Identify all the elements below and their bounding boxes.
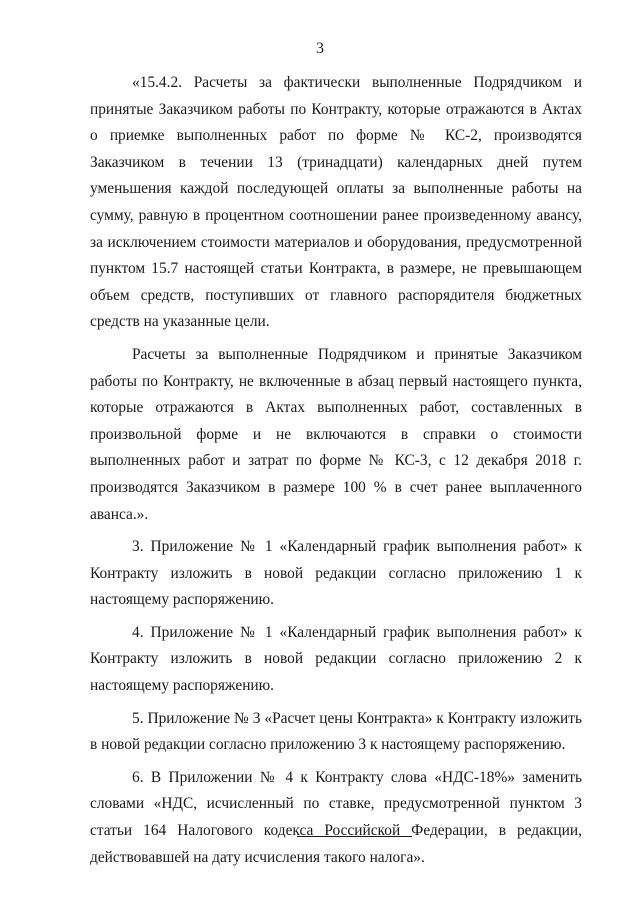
paragraph-item-5: 5. Приложение № 3 «Расчет цены Контракта» к Контракту изложить в новой редакции согласно приложению 3 к настоящему распоряжению.	[90, 709, 582, 754]
closing-rule	[297, 836, 412, 837]
paragraph-item-4: 4. Приложение № 1 «Календарный график выполнения работ» к Контракту изложить в новой редакции согласно приложению 2 к настоящему распоряжению.	[90, 623, 582, 695]
paragraph-item-3: 3. Приложение № 1 «Календарный график выполнения работ» к Контракту изложить в новой редакции согласно приложению 1 к настоящему распоряжению.	[90, 538, 582, 609]
document-body	[90, 70, 582, 871]
paragraph-item-6: 6. В Приложении № 4 к Контракту слова «НДС-18%» заменить словами «НДС, исчисленный по ставке, предусмотренной пунктом 3 статьи 164 Налогового кодекса Российской Федерации, в редакции, действовавшей на дату исчисления такого налога».	[90, 768, 582, 866]
paragraph-settlements: Расчеты за выполненные Подрядчиком и принятые Заказчиком работы по Контракту, не включенные в абзац первый настоящего пункта, которые отражаются в Актах выполненных работ, составленных в произвольной форме и не включаются в справки о стоимости выполненных работ и затрат по форме № КС-3, с 12 декабря 2018 г. производятся Заказчиком в размере 100 % в счет ранее выплаченного аванса.».	[90, 345, 582, 523]
paragraph-15-4-2: «15.4.2. Расчеты за фактически выполненные Подрядчиком и принятые Заказчиком работы по Контракту, которые отражаются в Актах о приемке выполненных работ по форме № КС-2, производятся Заказчиком в течении 13 (тринадцати) календарных дней путем уменьшения каждой последующей оплаты за выполненные работы на сумму, равную в процентном соотношении ранее произведенному авансу, за исключением стоимости материалов и оборудования, предусмотренной пунктом 15.7 настоящей статьи Контракта, в размере, не превышающем объем средств, поступивших от главного распорядителя бюджетных средств на указанные цели.	[90, 74, 582, 331]
page-number: 3	[316, 40, 324, 57]
